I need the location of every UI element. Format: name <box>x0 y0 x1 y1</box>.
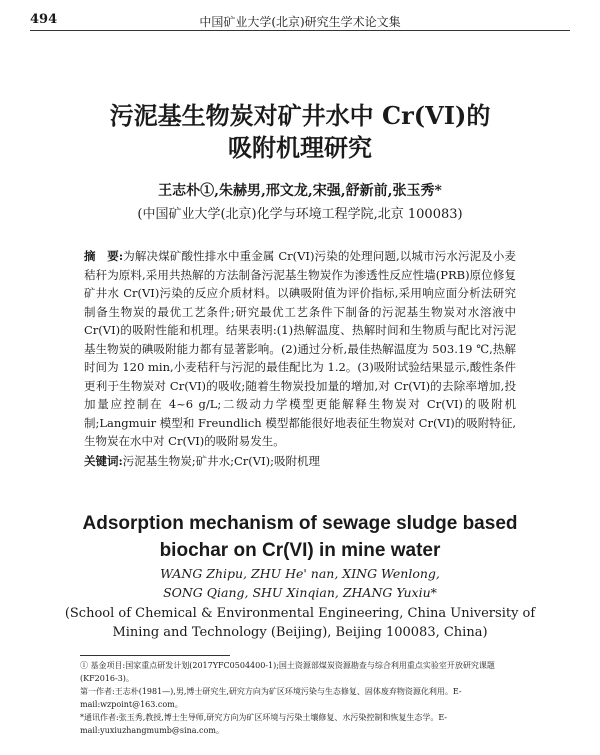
page-number: 494 <box>30 12 58 27</box>
title-chinese-line-1: 污泥基生物炭对矿井水中 Cr(VI)的 <box>109 101 491 130</box>
affiliation-english <box>40 604 560 642</box>
affiliation-english-line-1: (School of Chemical & Environmental Engineering, China University of <box>64 606 536 621</box>
title-chinese-line-2: 吸附机理研究 <box>228 133 372 162</box>
affiliation-chinese: (中国矿业大学(北京)化学与环境工程学院,北京 100083) <box>137 207 463 222</box>
footnotes <box>80 660 520 737</box>
authors-english-line-2: SONG Qiang, SHU Xinqian, ZHANG Yuxiu* <box>163 585 437 600</box>
keywords-chinese <box>84 452 516 470</box>
title-english-line-1: Adsorption mechanism of sewage sludge based <box>82 513 518 534</box>
title-english <box>40 510 560 564</box>
keywords-text: 污泥基生物炭;矿井水;Cr(VI);吸附机理 <box>122 454 320 468</box>
abstract-text: 为解决煤矿酸性排水中重金属 Cr(VI)污染的处理问题,以城市污水污泥及小麦秸秆为原料,采用共热解的方法制备污泥基生物炭作为渗透性反应性墙(PRB)原位修复矿井水 Cr(VI)污染的反应介质材料。以碘吸附值为评价指标,采用响应面分析法研究制备生物炭的最优工艺条件;研究最优工艺条件下制备的污泥基生物炭对水溶液中 Cr(VI)的吸附性能和机理。结果表明:(1)热解温度、热解时间和生物质与配比对污泥基生物炭的碘吸附能力都有显著影响。(2)通过分析,最佳热解温度为 503.19 ℃,热解时间为 120 min,小麦秸秆与污泥的最佳配比为 1.2。(3)吸附试验结果显示,酸性条件更利于生物炭对 Cr(VI)的吸收;随着生物炭投加量的增加,对 Cr(VI)的去除率增加,投加量应控制在 4~6 g/L;二级动力学模型更能解释生物炭对 Cr(VI)的吸附机制;Langmuir 模型和 Freundlich 模型都能很好地表征生物炭对 Cr(VI)的吸附特征,生物炭在水中对 Cr(VI)的吸附易发生。 <box>84 249 516 448</box>
title-chinese <box>40 100 560 164</box>
footnote-fund: ① 基金项目:国家重点研发计划(2017YFC0504400-1);国土资源部煤炭资源勘查与综合利用重点实验室开放研究课题(KF2016-3)。 <box>80 661 495 683</box>
keywords-label: 关键词: <box>84 454 123 468</box>
title-english-line-2: biochar on Cr(VI) in mine water <box>159 540 441 561</box>
affiliation-english-line-2: Mining and Technology (Beijing), Beijing 100083, China) <box>112 625 488 640</box>
abstract-label: 摘 要: <box>84 249 124 263</box>
authors-english <box>40 564 560 602</box>
abstract-chinese <box>84 247 516 451</box>
authors-english-line-1: WANG Zhipu, ZHU He' nan, XING Wenlong, <box>160 566 440 581</box>
publication-title: 中国矿业大学(北京)研究生学术论文集 <box>199 15 401 29</box>
header-divider <box>30 30 570 31</box>
authors-chinese: 王志朴①,朱赫男,邢文龙,宋强,舒新前,张玉秀* <box>158 183 442 199</box>
footnote-corresponding-author: *通讯作者:张玉秀,教授,博士生导师,研究方向为矿区环境与污染土壤修复、水污染控制和恢复生态学。E-mail:yuxiuzhangmumb@sina.com。 <box>80 713 448 735</box>
footnote-divider <box>80 655 230 656</box>
footnote-first-author: 第一作者:王志朴(1981—),男,博士研究生,研究方向为矿区环境污染与生态修复、固体废弃物资源化利用。E-mail:wzpoint@163.com。 <box>80 687 462 709</box>
